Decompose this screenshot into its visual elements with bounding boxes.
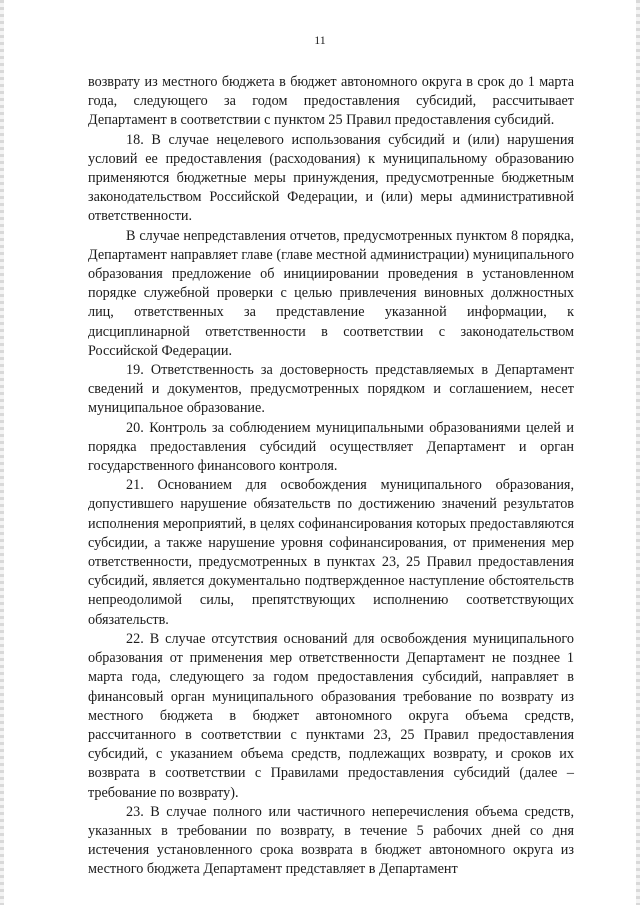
paragraph-18-reports: В случае непредставления отчетов, предусмотренных пунктом 8 порядка, Департамент направляет главе (главе местной администрации) муниципального образования предложение об инициировании проведения в установленном порядке служебной проверки с целью привлечения виновных должностных лиц, ответственных за представление указанной информации, к дисциплинарной ответственности в соответствии с законодательством Российской Федерации. bbox=[88, 227, 574, 359]
document-body bbox=[88, 73, 574, 880]
paragraph-23: 23. В случае полного или частичного неперечисления объема средств, указанных в требовании по возврату, в течение 5 рабочих дней со дня истечения установленного срока возврата в бюджет автономного округа из местного бюджета Департамент представляет в Департамент bbox=[88, 803, 574, 878]
page-number: 11 bbox=[314, 33, 326, 47]
paragraph-20: 20. Контроль за соблюдением муниципальными образованиями целей и порядка предоставления субсидий осуществляет Департамент и орган государственного финансового контроля. bbox=[88, 419, 574, 475]
paragraph-18: 18. В случае нецелевого использования субсидий и (или) нарушения условий ее предоставления (расходования) к муниципальному образованию применяются бюджетные меры принуждения, предусмотренные бюджетным законодательством Российской Федерации, и (или) меры административной ответственности. bbox=[88, 131, 574, 225]
scan-edge-left bbox=[0, 0, 4, 905]
paragraph-22: 22. В случае отсутствия оснований для освобождения муниципального образования от применения мер ответственности Департамент не позднее 1 марта года, следующего за годом предоставления субсидий, направляет в финансовый орган муниципального образования требование по возврату из местного бюджета в бюджет автономного округа объема средств, рассчитанного в соответствии с пунктами 23, 25 Правил предоставления субсидий, с указанием объема средств, подлежащих возврату, и сроков их возврата в соответствии с Правилами предоставления субсидий (далее – требование по возврату). bbox=[88, 630, 574, 801]
paragraph-19: 19. Ответственность за достоверность представляемых в Департамент сведений и документов, предусмотренных порядком и соглашением, несет муниципальное образование. bbox=[88, 362, 574, 417]
paragraph-continuation: возврату из местного бюджета в бюджет автономного округа в срок до 1 марта года, следующего за годом предоставления субсидий, рассчитывает Департамент в соответствии с пунктом 25 Правил предоставления субсидий. bbox=[88, 74, 574, 129]
scan-edge-right bbox=[636, 0, 640, 905]
paragraph-21: 21. Основанием для освобождения муниципального образования, допустившего нарушение обязательств по достижению значений результатов исполнения мероприятий, в целях софинансирования которых предоставляются субсидии, а также нарушение уровня софинансирования, от применения мер ответственности, предусмотренных в пунктах 23, 25 Правил предоставления субсидий, является документально подтвержденное наступление обстоятельств непреодолимой силы, препятствующих исполнению соответствующих обязательств. bbox=[88, 477, 574, 628]
